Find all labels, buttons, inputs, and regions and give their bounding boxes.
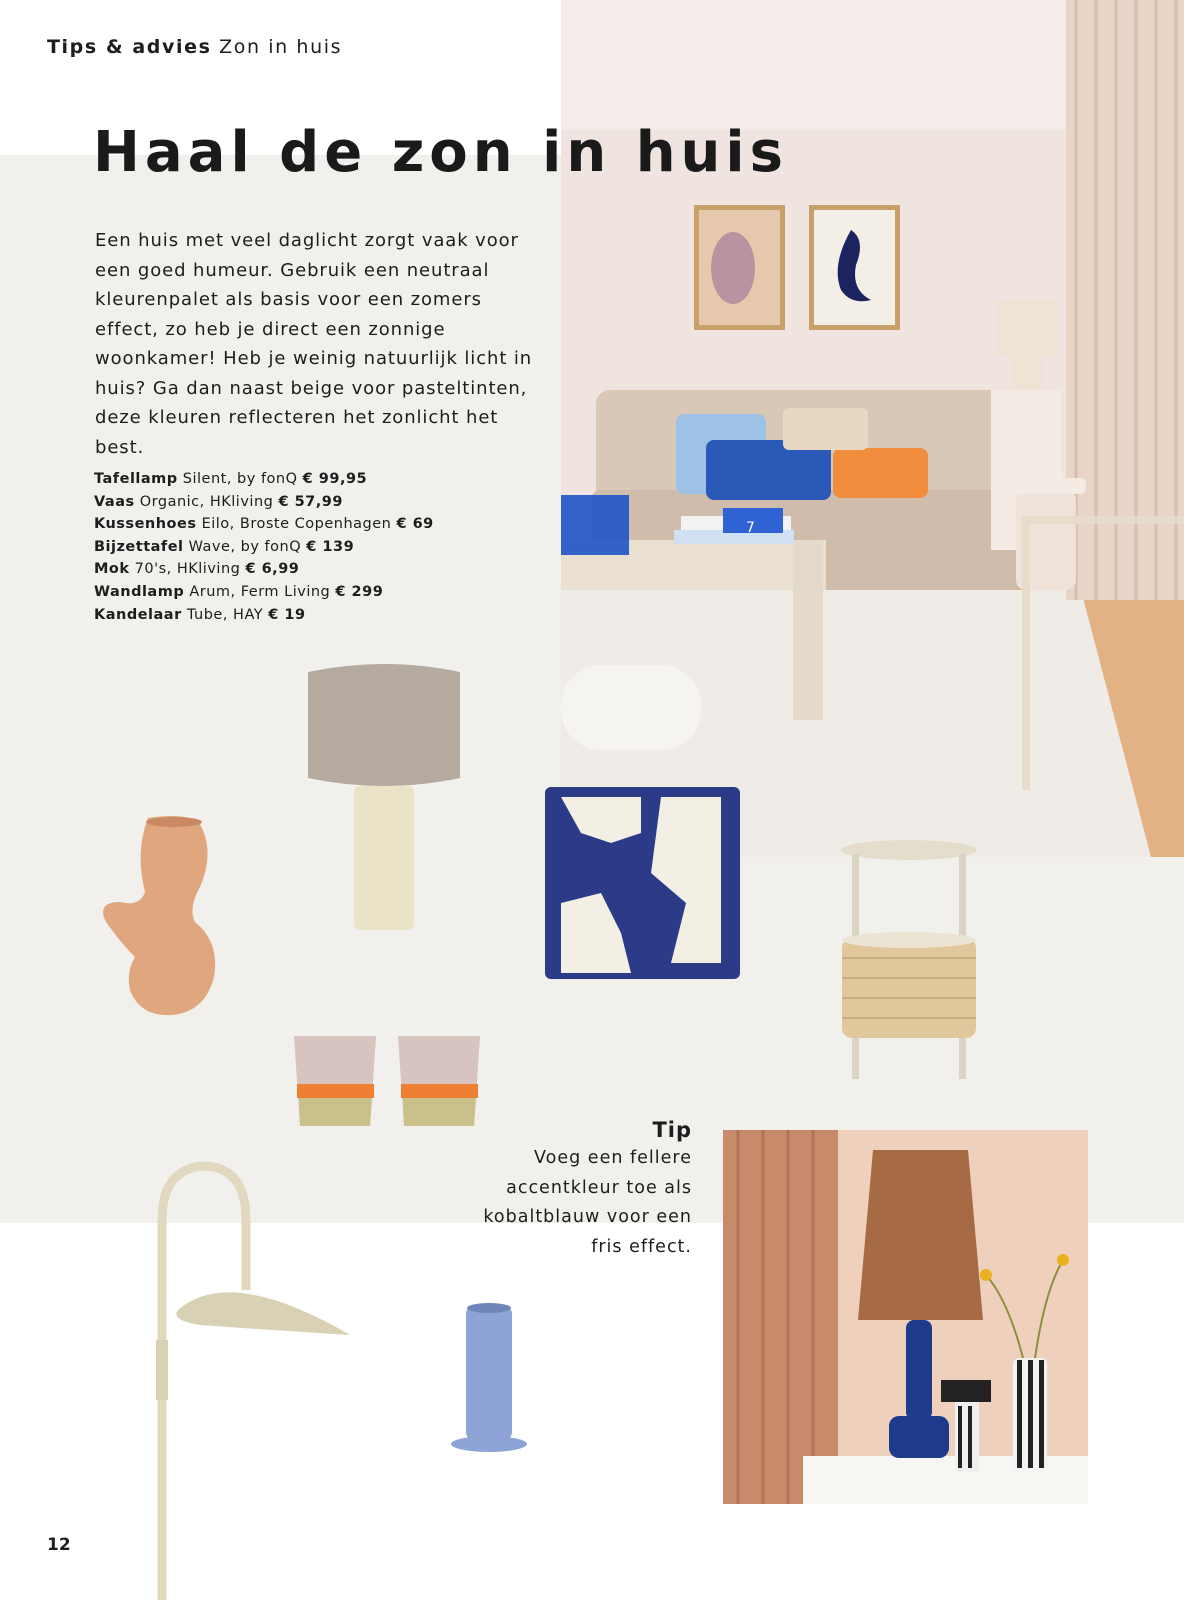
product-row: Tafellamp Silent, by fonQ € 99,95 xyxy=(94,471,368,487)
product-row: Kussenhoes Eilo, Broste Copenhagen € 69 xyxy=(94,516,434,533)
product-row: Mok 70's, HKliving € 6,99 xyxy=(94,561,300,578)
cushion-image xyxy=(541,783,744,983)
product-row: Vaas Organic, HKliving € 57,99 xyxy=(94,493,343,510)
page-title: Haal de zon in huis xyxy=(93,120,788,185)
table-lamp-image xyxy=(300,660,468,935)
wall-lamp-image xyxy=(150,1160,360,1600)
candle-holder-image xyxy=(448,1302,530,1454)
vase-image xyxy=(100,812,225,1017)
tip-text: Voeg een fellere accentkleur toe als kobaltblauw voor een fris effect. xyxy=(483,1148,692,1257)
breadcrumb-section: Tips & advies xyxy=(47,36,212,58)
book-label: 7 xyxy=(746,520,755,536)
side-table-image xyxy=(838,838,980,1091)
breadcrumb-subsection: Zon in huis xyxy=(219,36,343,58)
breadcrumb xyxy=(47,36,342,58)
tip-box xyxy=(470,1118,692,1262)
product-row: Wandlamp Arum, Ferm Living € 299 xyxy=(94,583,384,600)
tip-title: Tip xyxy=(652,1118,692,1142)
tip-photo xyxy=(723,1130,1088,1504)
product-row: Bijzettafel Wave, by fonQ € 139 xyxy=(94,538,355,555)
mugs-image xyxy=(292,1030,482,1132)
page-number: 12 xyxy=(47,1535,71,1555)
product-row: Kandelaar Tube, HAY € 19 xyxy=(94,606,306,623)
intro-paragraph: Een huis met veel daglicht zorgt vaak voor een goed humeur. Gebruik een neutraal kleurenpalet als basis voor een zomers effect, zo heb je direct een zonnige woonkamer! Heb je weinig natuurlijk licht in huis? Ga dan naast beige voor pasteltinten, deze kleuren reflecteren het zonlicht het best. xyxy=(95,230,533,458)
product-list xyxy=(94,468,434,626)
